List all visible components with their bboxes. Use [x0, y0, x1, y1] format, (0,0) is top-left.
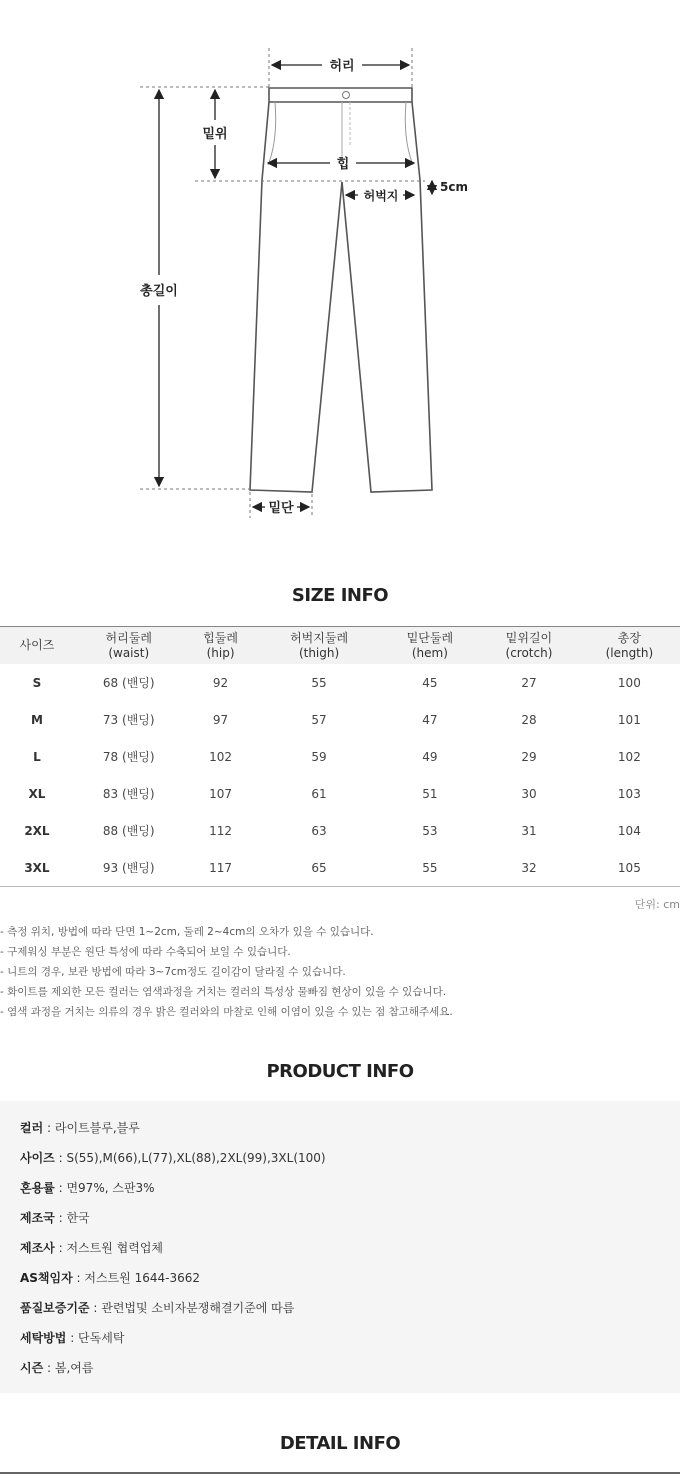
hip-cell: 102 [209, 749, 232, 764]
measure-arrows [159, 65, 432, 507]
guide-lines [140, 48, 425, 518]
thigh-cell: 63 [311, 823, 327, 838]
hem-cell: 51 [422, 786, 438, 801]
product-label: 세탁방법 [20, 1331, 67, 1345]
header-en: (waist) [108, 645, 150, 660]
hip-cell: 97 [212, 712, 229, 727]
hem-cell: 53 [422, 823, 438, 838]
table-row [0, 701, 680, 738]
table-row [0, 812, 680, 849]
length-cell: 102 [617, 749, 641, 764]
divider [0, 1472, 680, 1474]
header-ko: 밑단둘레 [406, 630, 454, 645]
header-ko: 밑위길이 [505, 630, 553, 645]
crotch-cell: 28 [521, 712, 537, 727]
thigh-offset-label: 5cm [440, 180, 468, 194]
hip-cell: 117 [209, 860, 232, 875]
hem-cell: 47 [422, 712, 438, 727]
size-notes [0, 922, 680, 1022]
product-label: 컬러 [20, 1121, 44, 1135]
product-value: : 저스트원 협력업체 [54, 1241, 164, 1255]
pants-outline [250, 88, 432, 492]
product-info-title: PRODUCT INFO [266, 1061, 414, 1082]
product-label: 혼용률 [20, 1181, 55, 1195]
product-label: 제조사 [20, 1241, 55, 1255]
product-value: : S(55),M(66),L(77),XL(88),2XL(99),3XL(100) [54, 1151, 326, 1165]
product-value: : 면97%, 스판3% [54, 1181, 155, 1195]
header-en: (hip) [206, 645, 235, 660]
crotch-cell: 31 [521, 823, 537, 838]
header-ko: 사이즈 [19, 638, 55, 652]
size-cell: XL [28, 786, 46, 801]
size-info-title: SIZE INFO [291, 585, 389, 606]
header-thigh [257, 627, 380, 665]
thigh-cell: 57 [311, 712, 327, 727]
rise-label: 밑위 [202, 127, 228, 142]
product-label: 시즌 [20, 1361, 44, 1375]
waist-cell: 93 (밴딩) [102, 861, 155, 875]
table-row [0, 775, 680, 812]
product-row-manufacturer [20, 1239, 163, 1256]
product-label: 제조국 [20, 1211, 55, 1225]
header-length [579, 627, 680, 665]
thigh-label: 허벅지 [363, 189, 399, 203]
length-cell: 103 [617, 786, 641, 801]
waist-cell: 73 (밴딩) [102, 713, 155, 727]
thigh-cell: 55 [311, 675, 327, 690]
product-label: AS책임자 [20, 1271, 73, 1285]
table-row [0, 849, 680, 887]
size-table-header [0, 627, 680, 665]
header-hem [381, 627, 480, 665]
note-line: - 화이트를 제외한 모든 컬러는 염색과정을 거치는 컬러의 특성상 물빠짐 현상이 있을 수 있습니다. [0, 986, 447, 998]
product-row-season [20, 1359, 93, 1376]
product-value: : 단독세탁 [66, 1331, 125, 1345]
waist-cell: 88 (밴딩) [102, 824, 155, 838]
waist-label: 허리 [329, 59, 355, 74]
pants-measurement-diagram [0, 0, 680, 560]
product-value: : 관련법및 소비자분쟁해결기준에 따름 [89, 1301, 295, 1315]
hip-cell: 112 [209, 823, 232, 838]
header-en: (crotch) [505, 645, 553, 660]
header-ko: 힙둘레 [203, 630, 238, 645]
product-value: : 저스트원 1644-3662 [72, 1271, 200, 1285]
length-cell: 101 [617, 712, 641, 727]
note-line: - 염색 과정을 거치는 의류의 경우 밝은 컬러와의 마찰로 인해 이염이 있을 수 있는 점 참고해주세요. [0, 1006, 453, 1018]
product-info-box [0, 1101, 680, 1393]
waist-cell: 68 (밴딩) [102, 676, 155, 690]
hip-cell: 107 [209, 786, 232, 801]
hem-cell: 45 [422, 675, 438, 690]
detail-info-title: DETAIL INFO [279, 1433, 401, 1454]
header-crotch [479, 627, 579, 665]
product-row-quality [20, 1299, 294, 1316]
length-cell: 104 [617, 823, 641, 838]
product-row-material [20, 1179, 155, 1196]
total-length-label: 총길이 [140, 284, 178, 299]
header-hip [184, 627, 258, 665]
product-value: : 한국 [54, 1211, 90, 1225]
thigh-cell: 59 [311, 749, 327, 764]
header-ko: 허리둘레 [105, 630, 152, 645]
unit-label: 단위: cm [634, 898, 680, 911]
size-cell: L [33, 749, 41, 764]
crotch-cell: 32 [521, 860, 537, 875]
size-cell: M [30, 712, 43, 727]
pants-diagram-svg [0, 0, 680, 560]
header-waist [74, 627, 184, 665]
product-row-country [20, 1209, 90, 1226]
size-cell: 3XL [24, 860, 50, 875]
product-value: : 라이트블루,블루 [43, 1121, 140, 1135]
product-label: 품질보증기준 [20, 1301, 90, 1315]
crotch-cell: 29 [521, 749, 537, 764]
size-cell: 2XL [24, 823, 50, 838]
size-table [0, 626, 680, 887]
header-en: (thigh) [298, 645, 340, 660]
header-size [0, 627, 74, 665]
product-row-color [20, 1119, 140, 1136]
thigh-cell: 65 [311, 860, 327, 875]
thigh-cell: 61 [311, 786, 327, 801]
waist-cell: 78 (밴딩) [102, 750, 155, 764]
product-value: : 봄,여름 [43, 1361, 94, 1375]
crotch-cell: 30 [521, 786, 537, 801]
table-row [0, 738, 680, 775]
product-row-size [20, 1149, 326, 1166]
product-row-washing [20, 1329, 124, 1346]
header-ko: 허벅지둘레 [290, 630, 349, 645]
crotch-cell: 27 [521, 675, 537, 690]
hem-cell: 55 [422, 860, 438, 875]
note-line: - 구제워싱 부분은 원단 특성에 따라 수축되어 보일 수 있습니다. [0, 946, 291, 958]
hip-label: 힙 [336, 157, 350, 172]
hip-cell: 92 [212, 675, 229, 690]
header-ko: 총장 [617, 630, 641, 645]
length-cell: 100 [617, 675, 641, 690]
header-en: (length) [605, 645, 654, 660]
note-line: - 니트의 경우, 보관 방법에 따라 3~7cm정도 길이감이 달라질 수 있습니다. [0, 966, 346, 978]
table-row [0, 664, 680, 701]
product-label: 사이즈 [20, 1151, 55, 1165]
waist-cell: 83 (밴딩) [102, 787, 155, 801]
length-cell: 105 [617, 860, 641, 875]
hem-cell: 49 [422, 749, 438, 764]
header-en: (hem) [411, 645, 448, 660]
hem-label: 밑단 [268, 501, 294, 516]
size-cell: S [32, 675, 42, 690]
note-line: - 측정 위치, 방법에 따라 단면 1~2cm, 둘레 2~4cm의 오차가 있을 수 있습니다. [0, 926, 374, 938]
product-row-as [20, 1269, 200, 1286]
